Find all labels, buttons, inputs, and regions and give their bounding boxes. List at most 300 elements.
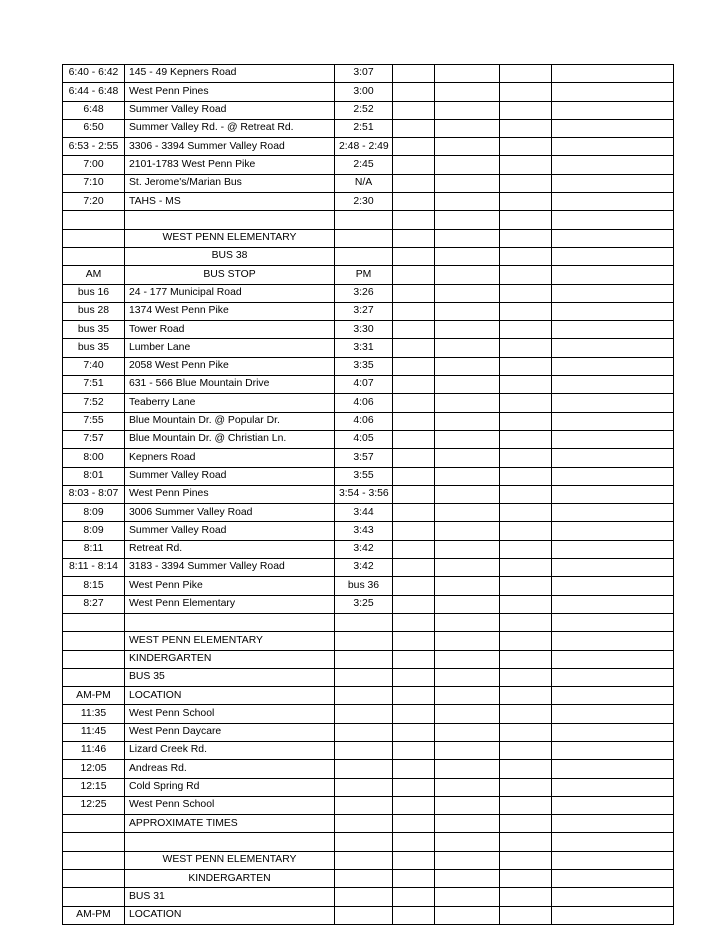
- cell-bus-stop: BUS 31: [125, 888, 335, 906]
- cell-bus-stop: 2101-1783 West Penn Pike: [125, 156, 335, 174]
- cell-am-time: 12:15: [63, 778, 125, 796]
- table-row: [63, 760, 674, 778]
- cell-empty-1: [393, 284, 435, 302]
- cell-empty-1: [393, 577, 435, 595]
- cell-empty-4: [552, 870, 674, 888]
- cell-empty-3: [500, 540, 552, 558]
- cell-empty-4: [552, 888, 674, 906]
- cell-bus-stop: APPROXIMATE TIMES: [125, 815, 335, 833]
- cell-pm-time: 3:35: [335, 357, 393, 375]
- cell-pm-time: 4:06: [335, 412, 393, 430]
- cell-empty-2: [435, 174, 500, 192]
- table-row: [63, 833, 674, 851]
- cell-empty-1: [393, 741, 435, 759]
- cell-empty-1: [393, 430, 435, 448]
- cell-empty-2: [435, 321, 500, 339]
- cell-empty-2: [435, 760, 500, 778]
- cell-empty-3: [500, 705, 552, 723]
- table-row: [63, 595, 674, 613]
- cell-bus-stop: BUS 38: [125, 247, 335, 265]
- cell-empty-3: [500, 83, 552, 101]
- cell-pm-time: N/A: [335, 174, 393, 192]
- cell-pm-time: [335, 723, 393, 741]
- cell-pm-time: [335, 778, 393, 796]
- table-row: [63, 247, 674, 265]
- cell-bus-stop: Retreat Rd.: [125, 540, 335, 558]
- table-row: [63, 796, 674, 814]
- cell-empty-2: [435, 284, 500, 302]
- cell-empty-4: [552, 540, 674, 558]
- cell-empty-3: [500, 449, 552, 467]
- cell-pm-time: [335, 705, 393, 723]
- cell-empty-3: [500, 339, 552, 357]
- cell-pm-time: [335, 650, 393, 668]
- cell-empty-1: [393, 394, 435, 412]
- cell-empty-1: [393, 796, 435, 814]
- cell-bus-stop: St. Jerome's/Marian Bus: [125, 174, 335, 192]
- cell-empty-2: [435, 559, 500, 577]
- cell-empty-2: [435, 796, 500, 814]
- cell-empty-2: [435, 504, 500, 522]
- table-row: [63, 888, 674, 906]
- table-row: [63, 394, 674, 412]
- cell-empty-4: [552, 668, 674, 686]
- cell-bus-stop: 3306 - 3394 Summer Valley Road: [125, 138, 335, 156]
- cell-empty-1: [393, 174, 435, 192]
- cell-bus-stop: Summer Valley Road: [125, 467, 335, 485]
- cell-empty-3: [500, 412, 552, 430]
- table-row: [63, 668, 674, 686]
- cell-empty-2: [435, 741, 500, 759]
- cell-empty-2: [435, 668, 500, 686]
- cell-empty-3: [500, 613, 552, 631]
- cell-empty-2: [435, 467, 500, 485]
- cell-empty-2: [435, 632, 500, 650]
- cell-am-time: 8:11: [63, 540, 125, 558]
- cell-empty-4: [552, 815, 674, 833]
- cell-empty-3: [500, 138, 552, 156]
- cell-bus-stop: 24 - 177 Municipal Road: [125, 284, 335, 302]
- cell-am-time: [63, 632, 125, 650]
- cell-empty-1: [393, 760, 435, 778]
- table-row: [63, 65, 674, 83]
- table-row: [63, 119, 674, 137]
- cell-am-time: [63, 888, 125, 906]
- cell-empty-4: [552, 595, 674, 613]
- cell-bus-stop: Blue Mountain Dr. @ Christian Ln.: [125, 430, 335, 448]
- cell-empty-1: [393, 595, 435, 613]
- cell-empty-4: [552, 266, 674, 284]
- cell-bus-stop: 2058 West Penn Pike: [125, 357, 335, 375]
- cell-am-time: 11:45: [63, 723, 125, 741]
- cell-empty-4: [552, 851, 674, 869]
- cell-pm-time: [335, 870, 393, 888]
- table-row: [63, 229, 674, 247]
- cell-empty-2: [435, 449, 500, 467]
- cell-empty-3: [500, 376, 552, 394]
- cell-empty-4: [552, 522, 674, 540]
- cell-empty-4: [552, 687, 674, 705]
- cell-empty-1: [393, 266, 435, 284]
- cell-empty-4: [552, 632, 674, 650]
- cell-empty-3: [500, 302, 552, 320]
- cell-empty-1: [393, 632, 435, 650]
- cell-empty-2: [435, 357, 500, 375]
- table-row: [63, 870, 674, 888]
- table-row: [63, 101, 674, 119]
- cell-pm-time: [335, 906, 393, 924]
- cell-pm-time: 3:57: [335, 449, 393, 467]
- cell-empty-3: [500, 65, 552, 83]
- cell-empty-1: [393, 870, 435, 888]
- cell-am-time: 8:09: [63, 522, 125, 540]
- cell-am-time: bus 28: [63, 302, 125, 320]
- cell-empty-2: [435, 485, 500, 503]
- table-row: [63, 522, 674, 540]
- cell-am-time: 11:35: [63, 705, 125, 723]
- cell-empty-3: [500, 833, 552, 851]
- cell-empty-1: [393, 540, 435, 558]
- cell-empty-4: [552, 449, 674, 467]
- cell-bus-stop: KINDERGARTEN: [125, 650, 335, 668]
- cell-empty-2: [435, 522, 500, 540]
- cell-am-time: 6:50: [63, 119, 125, 137]
- cell-am-time: 7:20: [63, 193, 125, 211]
- cell-empty-1: [393, 705, 435, 723]
- cell-empty-3: [500, 760, 552, 778]
- cell-empty-2: [435, 687, 500, 705]
- cell-am-time: 8:03 - 8:07: [63, 485, 125, 503]
- cell-empty-4: [552, 138, 674, 156]
- cell-empty-1: [393, 522, 435, 540]
- cell-am-time: 6:40 - 6:42: [63, 65, 125, 83]
- cell-bus-stop: 631 - 566 Blue Mountain Drive: [125, 376, 335, 394]
- cell-empty-1: [393, 193, 435, 211]
- table-row: [63, 613, 674, 631]
- cell-am-time: 6:53 - 2:55: [63, 138, 125, 156]
- table-row: [63, 302, 674, 320]
- table-row: [63, 650, 674, 668]
- cell-am-time: 6:48: [63, 101, 125, 119]
- cell-empty-2: [435, 705, 500, 723]
- table-row: [63, 577, 674, 595]
- cell-empty-2: [435, 302, 500, 320]
- cell-empty-2: [435, 906, 500, 924]
- cell-empty-4: [552, 833, 674, 851]
- cell-empty-4: [552, 119, 674, 137]
- cell-empty-3: [500, 266, 552, 284]
- cell-empty-2: [435, 101, 500, 119]
- cell-bus-stop: LOCATION: [125, 906, 335, 924]
- cell-am-time: 7:52: [63, 394, 125, 412]
- cell-bus-stop: West Penn Pines: [125, 83, 335, 101]
- table-row: [63, 705, 674, 723]
- cell-pm-time: 4:06: [335, 394, 393, 412]
- table-row: [63, 851, 674, 869]
- cell-bus-stop: Blue Mountain Dr. @ Popular Dr.: [125, 412, 335, 430]
- table-row: [63, 741, 674, 759]
- cell-empty-2: [435, 412, 500, 430]
- table-row: [63, 83, 674, 101]
- cell-am-time: 7:40: [63, 357, 125, 375]
- table-row: [63, 504, 674, 522]
- cell-empty-2: [435, 595, 500, 613]
- cell-empty-3: [500, 668, 552, 686]
- cell-pm-time: 3:27: [335, 302, 393, 320]
- cell-am-time: [63, 229, 125, 247]
- cell-am-time: 7:00: [63, 156, 125, 174]
- cell-empty-2: [435, 540, 500, 558]
- cell-empty-2: [435, 156, 500, 174]
- table-row: [63, 138, 674, 156]
- cell-empty-4: [552, 430, 674, 448]
- cell-empty-3: [500, 741, 552, 759]
- cell-pm-time: [335, 613, 393, 631]
- cell-empty-1: [393, 211, 435, 229]
- cell-bus-stop: Lizard Creek Rd.: [125, 741, 335, 759]
- cell-am-time: 12:25: [63, 796, 125, 814]
- cell-empty-1: [393, 138, 435, 156]
- cell-empty-3: [500, 632, 552, 650]
- cell-am-time: 8:11 - 8:14: [63, 559, 125, 577]
- cell-empty-3: [500, 906, 552, 924]
- cell-pm-time: 3:00: [335, 83, 393, 101]
- cell-am-time: bus 35: [63, 321, 125, 339]
- cell-empty-2: [435, 778, 500, 796]
- cell-bus-stop: West Penn School: [125, 796, 335, 814]
- cell-pm-time: 2:45: [335, 156, 393, 174]
- table-row: [63, 632, 674, 650]
- cell-pm-time: 3:42: [335, 559, 393, 577]
- cell-am-time: bus 16: [63, 284, 125, 302]
- table-row: [63, 412, 674, 430]
- cell-am-time: AM-PM: [63, 687, 125, 705]
- cell-empty-4: [552, 302, 674, 320]
- cell-pm-time: [335, 833, 393, 851]
- cell-am-time: 7:55: [63, 412, 125, 430]
- table-row: [63, 467, 674, 485]
- cell-bus-stop: 3183 - 3394 Summer Valley Road: [125, 559, 335, 577]
- cell-empty-1: [393, 302, 435, 320]
- table-row: [63, 430, 674, 448]
- cell-empty-4: [552, 613, 674, 631]
- cell-empty-2: [435, 723, 500, 741]
- cell-pm-time: 3:44: [335, 504, 393, 522]
- cell-pm-time: 3:54 - 3:56: [335, 485, 393, 503]
- cell-empty-4: [552, 906, 674, 924]
- cell-bus-stop: [125, 613, 335, 631]
- cell-empty-4: [552, 778, 674, 796]
- cell-empty-2: [435, 119, 500, 137]
- cell-empty-2: [435, 138, 500, 156]
- cell-am-time: 12:05: [63, 760, 125, 778]
- cell-bus-stop: West Penn School: [125, 705, 335, 723]
- cell-empty-3: [500, 504, 552, 522]
- cell-bus-stop: West Penn Pines: [125, 485, 335, 503]
- cell-bus-stop: West Penn Daycare: [125, 723, 335, 741]
- cell-pm-time: 4:05: [335, 430, 393, 448]
- cell-am-time: bus 35: [63, 339, 125, 357]
- cell-bus-stop: WEST PENN ELEMENTARY: [125, 229, 335, 247]
- cell-empty-3: [500, 815, 552, 833]
- cell-empty-1: [393, 449, 435, 467]
- cell-pm-time: bus 36: [335, 577, 393, 595]
- cell-empty-2: [435, 870, 500, 888]
- table-row: [63, 376, 674, 394]
- cell-pm-time: 3:26: [335, 284, 393, 302]
- cell-pm-time: [335, 760, 393, 778]
- cell-pm-time: [335, 229, 393, 247]
- table-row: [63, 321, 674, 339]
- cell-empty-4: [552, 101, 674, 119]
- cell-am-time: 8:27: [63, 595, 125, 613]
- cell-empty-3: [500, 211, 552, 229]
- cell-empty-2: [435, 650, 500, 668]
- cell-am-time: [63, 613, 125, 631]
- cell-empty-4: [552, 467, 674, 485]
- cell-empty-4: [552, 321, 674, 339]
- cell-empty-1: [393, 833, 435, 851]
- cell-empty-4: [552, 723, 674, 741]
- cell-empty-3: [500, 888, 552, 906]
- cell-empty-1: [393, 156, 435, 174]
- table-row: [63, 156, 674, 174]
- cell-empty-2: [435, 430, 500, 448]
- cell-am-time: 7:51: [63, 376, 125, 394]
- cell-bus-stop: Tower Road: [125, 321, 335, 339]
- cell-empty-3: [500, 321, 552, 339]
- cell-empty-1: [393, 906, 435, 924]
- bus-schedule-table: [62, 64, 674, 925]
- cell-empty-1: [393, 668, 435, 686]
- cell-empty-2: [435, 339, 500, 357]
- cell-empty-2: [435, 851, 500, 869]
- table-row: [63, 357, 674, 375]
- cell-pm-time: 3:07: [335, 65, 393, 83]
- cell-bus-stop: TAHS - MS: [125, 193, 335, 211]
- cell-empty-3: [500, 193, 552, 211]
- cell-empty-1: [393, 229, 435, 247]
- cell-pm-time: [335, 211, 393, 229]
- cell-empty-3: [500, 357, 552, 375]
- cell-bus-stop: Andreas Rd.: [125, 760, 335, 778]
- cell-empty-1: [393, 119, 435, 137]
- cell-empty-3: [500, 174, 552, 192]
- cell-empty-1: [393, 559, 435, 577]
- cell-pm-time: 2:52: [335, 101, 393, 119]
- cell-empty-2: [435, 888, 500, 906]
- cell-bus-stop: Summer Valley Rd. - @ Retreat Rd.: [125, 119, 335, 137]
- cell-bus-stop: Cold Spring Rd: [125, 778, 335, 796]
- cell-empty-1: [393, 376, 435, 394]
- table-row: [63, 174, 674, 192]
- cell-empty-4: [552, 705, 674, 723]
- cell-empty-4: [552, 412, 674, 430]
- cell-empty-3: [500, 778, 552, 796]
- cell-pm-time: 2:48 - 2:49: [335, 138, 393, 156]
- table-row: [63, 193, 674, 211]
- table-row: [63, 266, 674, 284]
- cell-am-time: 8:15: [63, 577, 125, 595]
- cell-empty-4: [552, 339, 674, 357]
- cell-am-time: [63, 870, 125, 888]
- cell-empty-2: [435, 83, 500, 101]
- cell-am-time: [63, 247, 125, 265]
- cell-empty-3: [500, 247, 552, 265]
- table-row: [63, 449, 674, 467]
- cell-bus-stop: BUS 35: [125, 668, 335, 686]
- cell-am-time: [63, 833, 125, 851]
- cell-empty-3: [500, 796, 552, 814]
- cell-empty-4: [552, 760, 674, 778]
- cell-am-time: 8:09: [63, 504, 125, 522]
- cell-empty-1: [393, 339, 435, 357]
- cell-empty-2: [435, 266, 500, 284]
- cell-bus-stop: Kepners Road: [125, 449, 335, 467]
- table-row: [63, 906, 674, 924]
- cell-empty-1: [393, 613, 435, 631]
- cell-am-time: AM-PM: [63, 906, 125, 924]
- cell-bus-stop: 3006 Summer Valley Road: [125, 504, 335, 522]
- cell-empty-4: [552, 83, 674, 101]
- cell-empty-1: [393, 412, 435, 430]
- cell-empty-4: [552, 247, 674, 265]
- cell-bus-stop: West Penn Elementary: [125, 595, 335, 613]
- cell-empty-4: [552, 577, 674, 595]
- table-row: [63, 778, 674, 796]
- cell-empty-2: [435, 613, 500, 631]
- table-row: [63, 485, 674, 503]
- cell-empty-3: [500, 723, 552, 741]
- cell-empty-3: [500, 650, 552, 668]
- table-row: [63, 687, 674, 705]
- cell-empty-2: [435, 394, 500, 412]
- cell-empty-1: [393, 504, 435, 522]
- cell-bus-stop: BUS STOP: [125, 266, 335, 284]
- cell-empty-4: [552, 284, 674, 302]
- table-row: [63, 284, 674, 302]
- cell-empty-1: [393, 815, 435, 833]
- cell-empty-4: [552, 357, 674, 375]
- cell-bus-stop: WEST PENN ELEMENTARY: [125, 632, 335, 650]
- table-row: [63, 339, 674, 357]
- cell-am-time: AM: [63, 266, 125, 284]
- cell-empty-3: [500, 485, 552, 503]
- cell-pm-time: [335, 687, 393, 705]
- cell-am-time: 7:10: [63, 174, 125, 192]
- cell-empty-3: [500, 595, 552, 613]
- cell-empty-1: [393, 778, 435, 796]
- cell-empty-3: [500, 467, 552, 485]
- cell-am-time: 8:00: [63, 449, 125, 467]
- cell-bus-stop: Lumber Lane: [125, 339, 335, 357]
- cell-pm-time: [335, 632, 393, 650]
- cell-am-time: [63, 668, 125, 686]
- cell-empty-2: [435, 193, 500, 211]
- cell-bus-stop: West Penn Pike: [125, 577, 335, 595]
- cell-empty-1: [393, 321, 435, 339]
- cell-am-time: [63, 815, 125, 833]
- table-row: [63, 559, 674, 577]
- cell-empty-3: [500, 229, 552, 247]
- cell-empty-3: [500, 870, 552, 888]
- cell-empty-4: [552, 156, 674, 174]
- cell-empty-3: [500, 687, 552, 705]
- cell-am-time: [63, 650, 125, 668]
- cell-empty-1: [393, 687, 435, 705]
- cell-empty-4: [552, 796, 674, 814]
- cell-am-time: 11:46: [63, 741, 125, 759]
